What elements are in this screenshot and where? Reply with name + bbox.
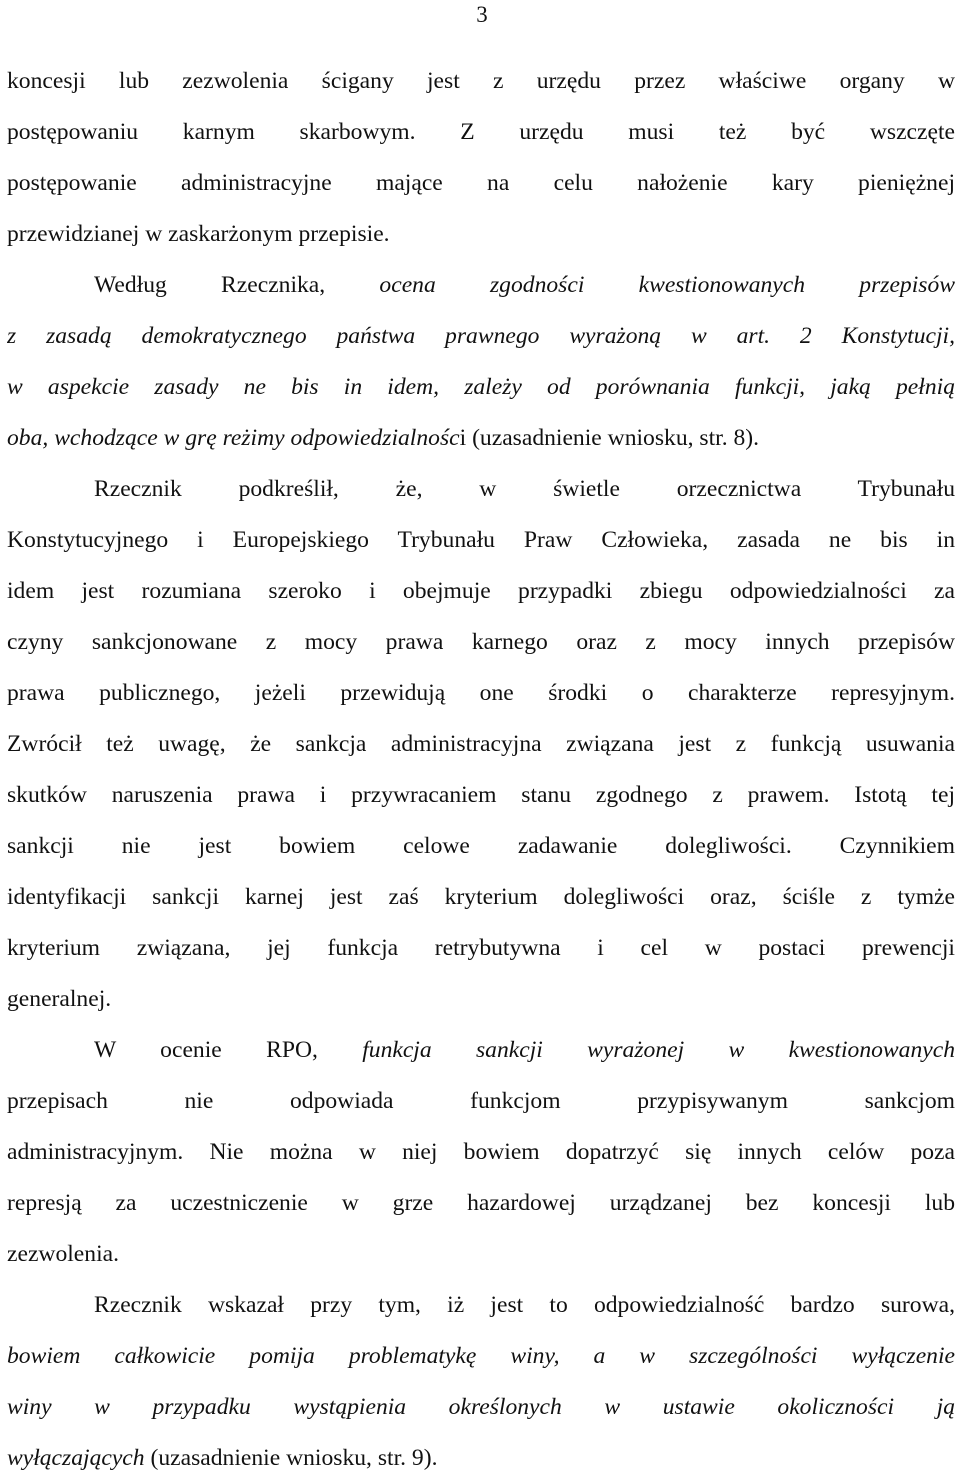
- text: Zwrócił też uwagę, że sankcja administracyjna związana jest z funkcją usuwania: [7, 731, 955, 757]
- text: zezwolenia.: [7, 1241, 120, 1267]
- text-line: [7, 260, 955, 311]
- paragraph: [7, 56, 955, 260]
- italic-text: z zasadą demokratycznego państwa prawnego wyrażoną w art. 2 Konstytucji,: [7, 323, 955, 349]
- text-line: [7, 668, 955, 719]
- text-line: [7, 515, 955, 566]
- text-line: [7, 872, 955, 923]
- text: identyfikacji sankcji karnej jest zaś kryterium dolegliwości oraz, ściśle z tymże: [7, 884, 955, 910]
- text-line: [7, 56, 955, 107]
- text-line: [7, 311, 955, 362]
- text-line: [7, 1229, 955, 1280]
- italic-text: oba, wchodzące w grę reżimy odpowiedzialnośc: [7, 425, 460, 451]
- text-line: [7, 923, 955, 974]
- text: sankcji nie jest bowiem celowe zadawanie dolegliwości. Czynnikiem: [7, 833, 955, 859]
- text-line: [7, 821, 955, 872]
- text-line: [7, 974, 955, 1025]
- paragraph: [7, 1025, 955, 1280]
- text-line: [7, 1025, 955, 1076]
- text: przepisach nie odpowiada funkcjom przypisywanym sankcjom: [7, 1088, 955, 1114]
- paragraph: [7, 260, 955, 464]
- text: postępowaniu karnym skarbowym. Z urzędu musi też być wszczęte: [7, 119, 955, 145]
- text-line: [7, 770, 955, 821]
- text: przewidzianej w zaskarżonym przepisie.: [7, 221, 390, 247]
- text: kryterium związana, jej funkcja retrybutywna i cel w postaci prewencji: [7, 935, 955, 961]
- paragraph: [7, 464, 955, 1025]
- text: skutków naruszenia prawa i przywracaniem stanu zgodnego z prawem. Istotą tej: [7, 782, 955, 808]
- text-line: [7, 1178, 955, 1229]
- paragraph: [7, 1280, 955, 1484]
- text-line: [7, 1076, 955, 1127]
- text: postępowanie administracyjne mające na celu nałożenie kary pieniężnej: [7, 170, 955, 196]
- italic-text: wyłączających: [7, 1445, 145, 1471]
- text-line: [7, 1433, 955, 1484]
- text-line: [7, 158, 955, 209]
- text-line: [7, 464, 955, 515]
- text: koncesji lub zezwolenia ścigany jest z urzędu przez właściwe organy w: [7, 68, 955, 94]
- italic-text: w aspekcie zasady ne bis in idem, zależy od porównania funkcji, jaką pełnią: [7, 374, 955, 400]
- text-line: [7, 209, 955, 260]
- text-line: [7, 1280, 955, 1331]
- italic-text: winy w przypadku wystąpienia określonych w ustawie okoliczności ją: [7, 1394, 955, 1420]
- text-line: [7, 1331, 955, 1382]
- text: Rzecznik podkreślił, że, w świetle orzecznictwa Trybunału: [94, 476, 955, 502]
- italic-text: ocena zgodności kwestionowanych przepisów: [379, 272, 955, 298]
- text: czyny sankcjonowane z mocy prawa karnego oraz z mocy innych przepisów: [7, 629, 955, 655]
- text: administracyjnym. Nie można w niej bowiem dopatrzyć się innych celów poza: [7, 1139, 955, 1165]
- text-line: [7, 719, 955, 770]
- italic-text: bowiem całkowicie pomija problematykę winy, a w szczególności wyłączenie: [7, 1343, 955, 1369]
- text: Według Rzecznika,: [94, 272, 380, 298]
- text: represją za uczestniczenie w grze hazardowej urządzanej bez koncesji lub: [7, 1190, 955, 1216]
- text-line: [7, 362, 955, 413]
- text: i (uzasadnienie wniosku, str. 8).: [459, 425, 760, 451]
- text: Rzecznik wskazał przy tym, iż jest to odpowiedzialność bardzo surowa,: [94, 1292, 955, 1318]
- text: idem jest rozumiana szeroko i obejmuje przypadki zbiegu odpowiedzialności za: [7, 578, 955, 604]
- text-line: [7, 566, 955, 617]
- text: prawa publicznego, jeżeli przewidują one środki o charakterze represyjnym.: [7, 680, 955, 706]
- document-body: [7, 56, 955, 1484]
- page-number: 3: [476, 2, 488, 27]
- text-line: [7, 1127, 955, 1178]
- text: generalnej.: [7, 986, 112, 1012]
- text-line: [7, 413, 955, 464]
- italic-text: funkcja sankcji wyrażonej w kwestionowanych: [362, 1037, 955, 1063]
- text-line: [7, 107, 955, 158]
- text: (uzasadnienie wniosku, str. 9).: [144, 1445, 438, 1471]
- text-line: [7, 1382, 955, 1433]
- text-line: [7, 617, 955, 668]
- text: Konstytucyjnego i Europejskiego Trybunału Praw Człowieka, zasada ne bis in: [7, 527, 955, 553]
- text: W ocenie RPO,: [94, 1037, 363, 1063]
